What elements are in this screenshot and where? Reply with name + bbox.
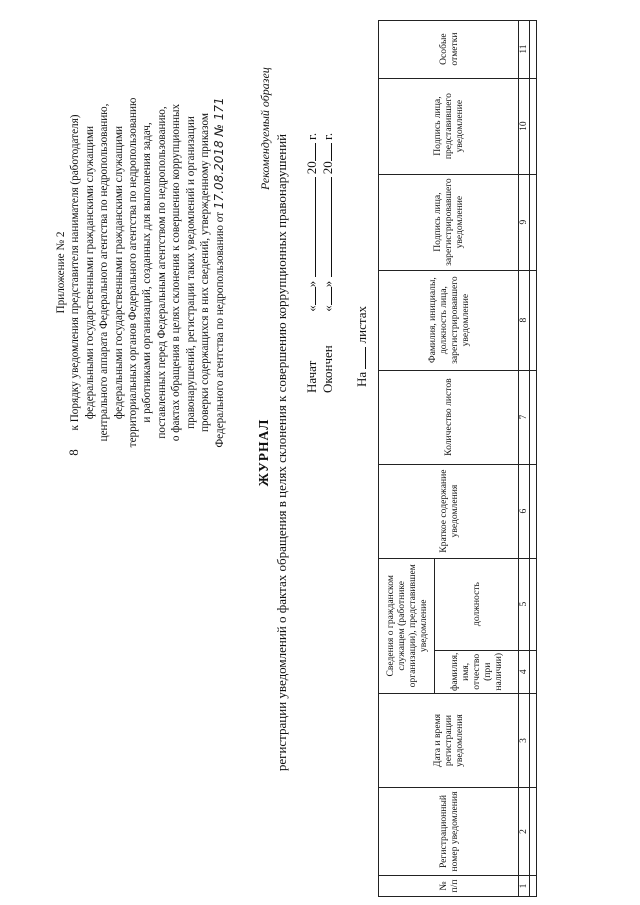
year-blank bbox=[304, 143, 316, 161]
year-prefix: 20 bbox=[320, 161, 335, 175]
empty-cell bbox=[530, 370, 537, 464]
header-col-1: № п/п bbox=[379, 876, 519, 897]
column-number: 3 bbox=[519, 694, 530, 788]
started-date-line bbox=[304, 133, 320, 393]
appendix-line: Приложение № 2 bbox=[55, 231, 67, 314]
header-col-3: Дата и время регистрации уведомления bbox=[379, 694, 519, 788]
ended-date-line bbox=[320, 133, 336, 393]
empty-cell bbox=[530, 694, 537, 788]
column-number: 5 bbox=[519, 558, 530, 650]
empty-cell bbox=[530, 788, 537, 876]
handwritten-order-number: 17.08.2018 № 171 bbox=[212, 97, 227, 210]
empty-cell bbox=[530, 464, 537, 558]
appendix-last-line-prefix: Федерального агентства по недропользованию от bbox=[214, 211, 227, 448]
column-number: 1 bbox=[519, 876, 530, 897]
appendix-line: федеральными государственными гражданскими служащими bbox=[112, 125, 125, 420]
header-col-8: Фамилия, инициалы, должность лица, зарегистрировавшего уведомление bbox=[379, 270, 519, 370]
header-col-9: Подпись лица, зарегистрировавшего уведомление bbox=[379, 174, 519, 270]
empty-cell bbox=[530, 20, 537, 78]
year-suffix: г. bbox=[320, 132, 335, 140]
header-group-employee: Сведения о гражданском служащем (работнике организации), представившем уведомление bbox=[379, 558, 435, 693]
column-number: 11 bbox=[519, 20, 530, 78]
recommended-sample-label: Рекомендуемый образец bbox=[258, 67, 272, 190]
empty-cell bbox=[530, 270, 537, 370]
sheets-blank bbox=[354, 347, 366, 369]
empty-cell bbox=[530, 650, 537, 693]
open-quote: « bbox=[304, 305, 319, 312]
column-number: 4 bbox=[519, 650, 530, 693]
header-col-11: Особые отметки bbox=[379, 20, 519, 78]
appendix-line: о фактах обращения в целях склонения к совершению коррупционных bbox=[170, 103, 183, 442]
year-suffix: г. bbox=[304, 132, 319, 140]
appendix-line: проверки содержащихся в них сведений, утвержденному приказом bbox=[199, 113, 212, 432]
appendix-last-line bbox=[212, 20, 227, 525]
column-number: 7 bbox=[519, 370, 530, 464]
year-blank bbox=[320, 143, 332, 161]
header-col-7: Количество листов bbox=[379, 370, 519, 464]
journal-title: ЖУРНАЛ bbox=[256, 418, 271, 487]
empty-cell bbox=[530, 558, 537, 650]
column-number: 10 bbox=[519, 78, 530, 174]
column-number: 2 bbox=[519, 788, 530, 876]
header-col-4: фамилия, имя, отчество (при наличии) bbox=[435, 650, 519, 693]
month-blank bbox=[320, 178, 332, 278]
appendix-line: к Порядку уведомления представителя нанимателя (работодателя) bbox=[69, 114, 82, 431]
journal-table bbox=[378, 20, 537, 897]
started-label: Начат bbox=[304, 360, 319, 393]
appendix-line: центрального аппарата Федерального агентства по недропользованию, bbox=[98, 103, 111, 442]
close-quote: » bbox=[304, 280, 319, 288]
column-number: 8 bbox=[519, 270, 530, 370]
column-number: 6 bbox=[519, 464, 530, 558]
appendix-line: и работниками организаций, созданных для выполнения задач, bbox=[141, 122, 154, 423]
appendix-block bbox=[54, 20, 228, 525]
sheets-suffix: листах bbox=[354, 306, 369, 344]
journal-subtitle: регистрации уведомлений о фактах обращения в целях склонения к совершению коррупционных правонарушений bbox=[274, 133, 289, 772]
open-quote: « bbox=[320, 305, 335, 312]
appendix-line: поставленных перед Федеральным агентством по недропользованию, bbox=[155, 106, 168, 439]
appendix-line: правонарушений, регистрации таких уведомлений и организации bbox=[184, 116, 197, 429]
close-quote: » bbox=[320, 280, 335, 288]
header-col-6: Краткое содержание уведомления bbox=[379, 464, 519, 558]
empty-cell bbox=[530, 876, 537, 897]
sheets-count-line bbox=[354, 306, 370, 387]
empty-cell bbox=[530, 78, 537, 174]
year-prefix: 20 bbox=[304, 161, 319, 175]
day-blank bbox=[320, 287, 332, 305]
page-number: 8 bbox=[66, 449, 81, 456]
month-blank bbox=[304, 178, 316, 278]
empty-cell bbox=[530, 174, 537, 270]
day-blank bbox=[304, 287, 316, 305]
header-col-5: должность bbox=[435, 558, 519, 650]
empty-entry-row bbox=[530, 20, 537, 896]
ended-label: Окончен bbox=[320, 345, 335, 393]
sheets-prefix: На bbox=[354, 371, 369, 387]
header-col-2: Регистрационный номер уведомления bbox=[379, 788, 519, 876]
appendix-line: федеральными государственными гражданскими служащими bbox=[83, 125, 96, 420]
appendix-line: территориальных органов Федерального агентства по недропользованию bbox=[127, 97, 140, 448]
header-col-10: Подпись лица, представившего уведомление bbox=[379, 78, 519, 174]
column-number: 9 bbox=[519, 174, 530, 270]
